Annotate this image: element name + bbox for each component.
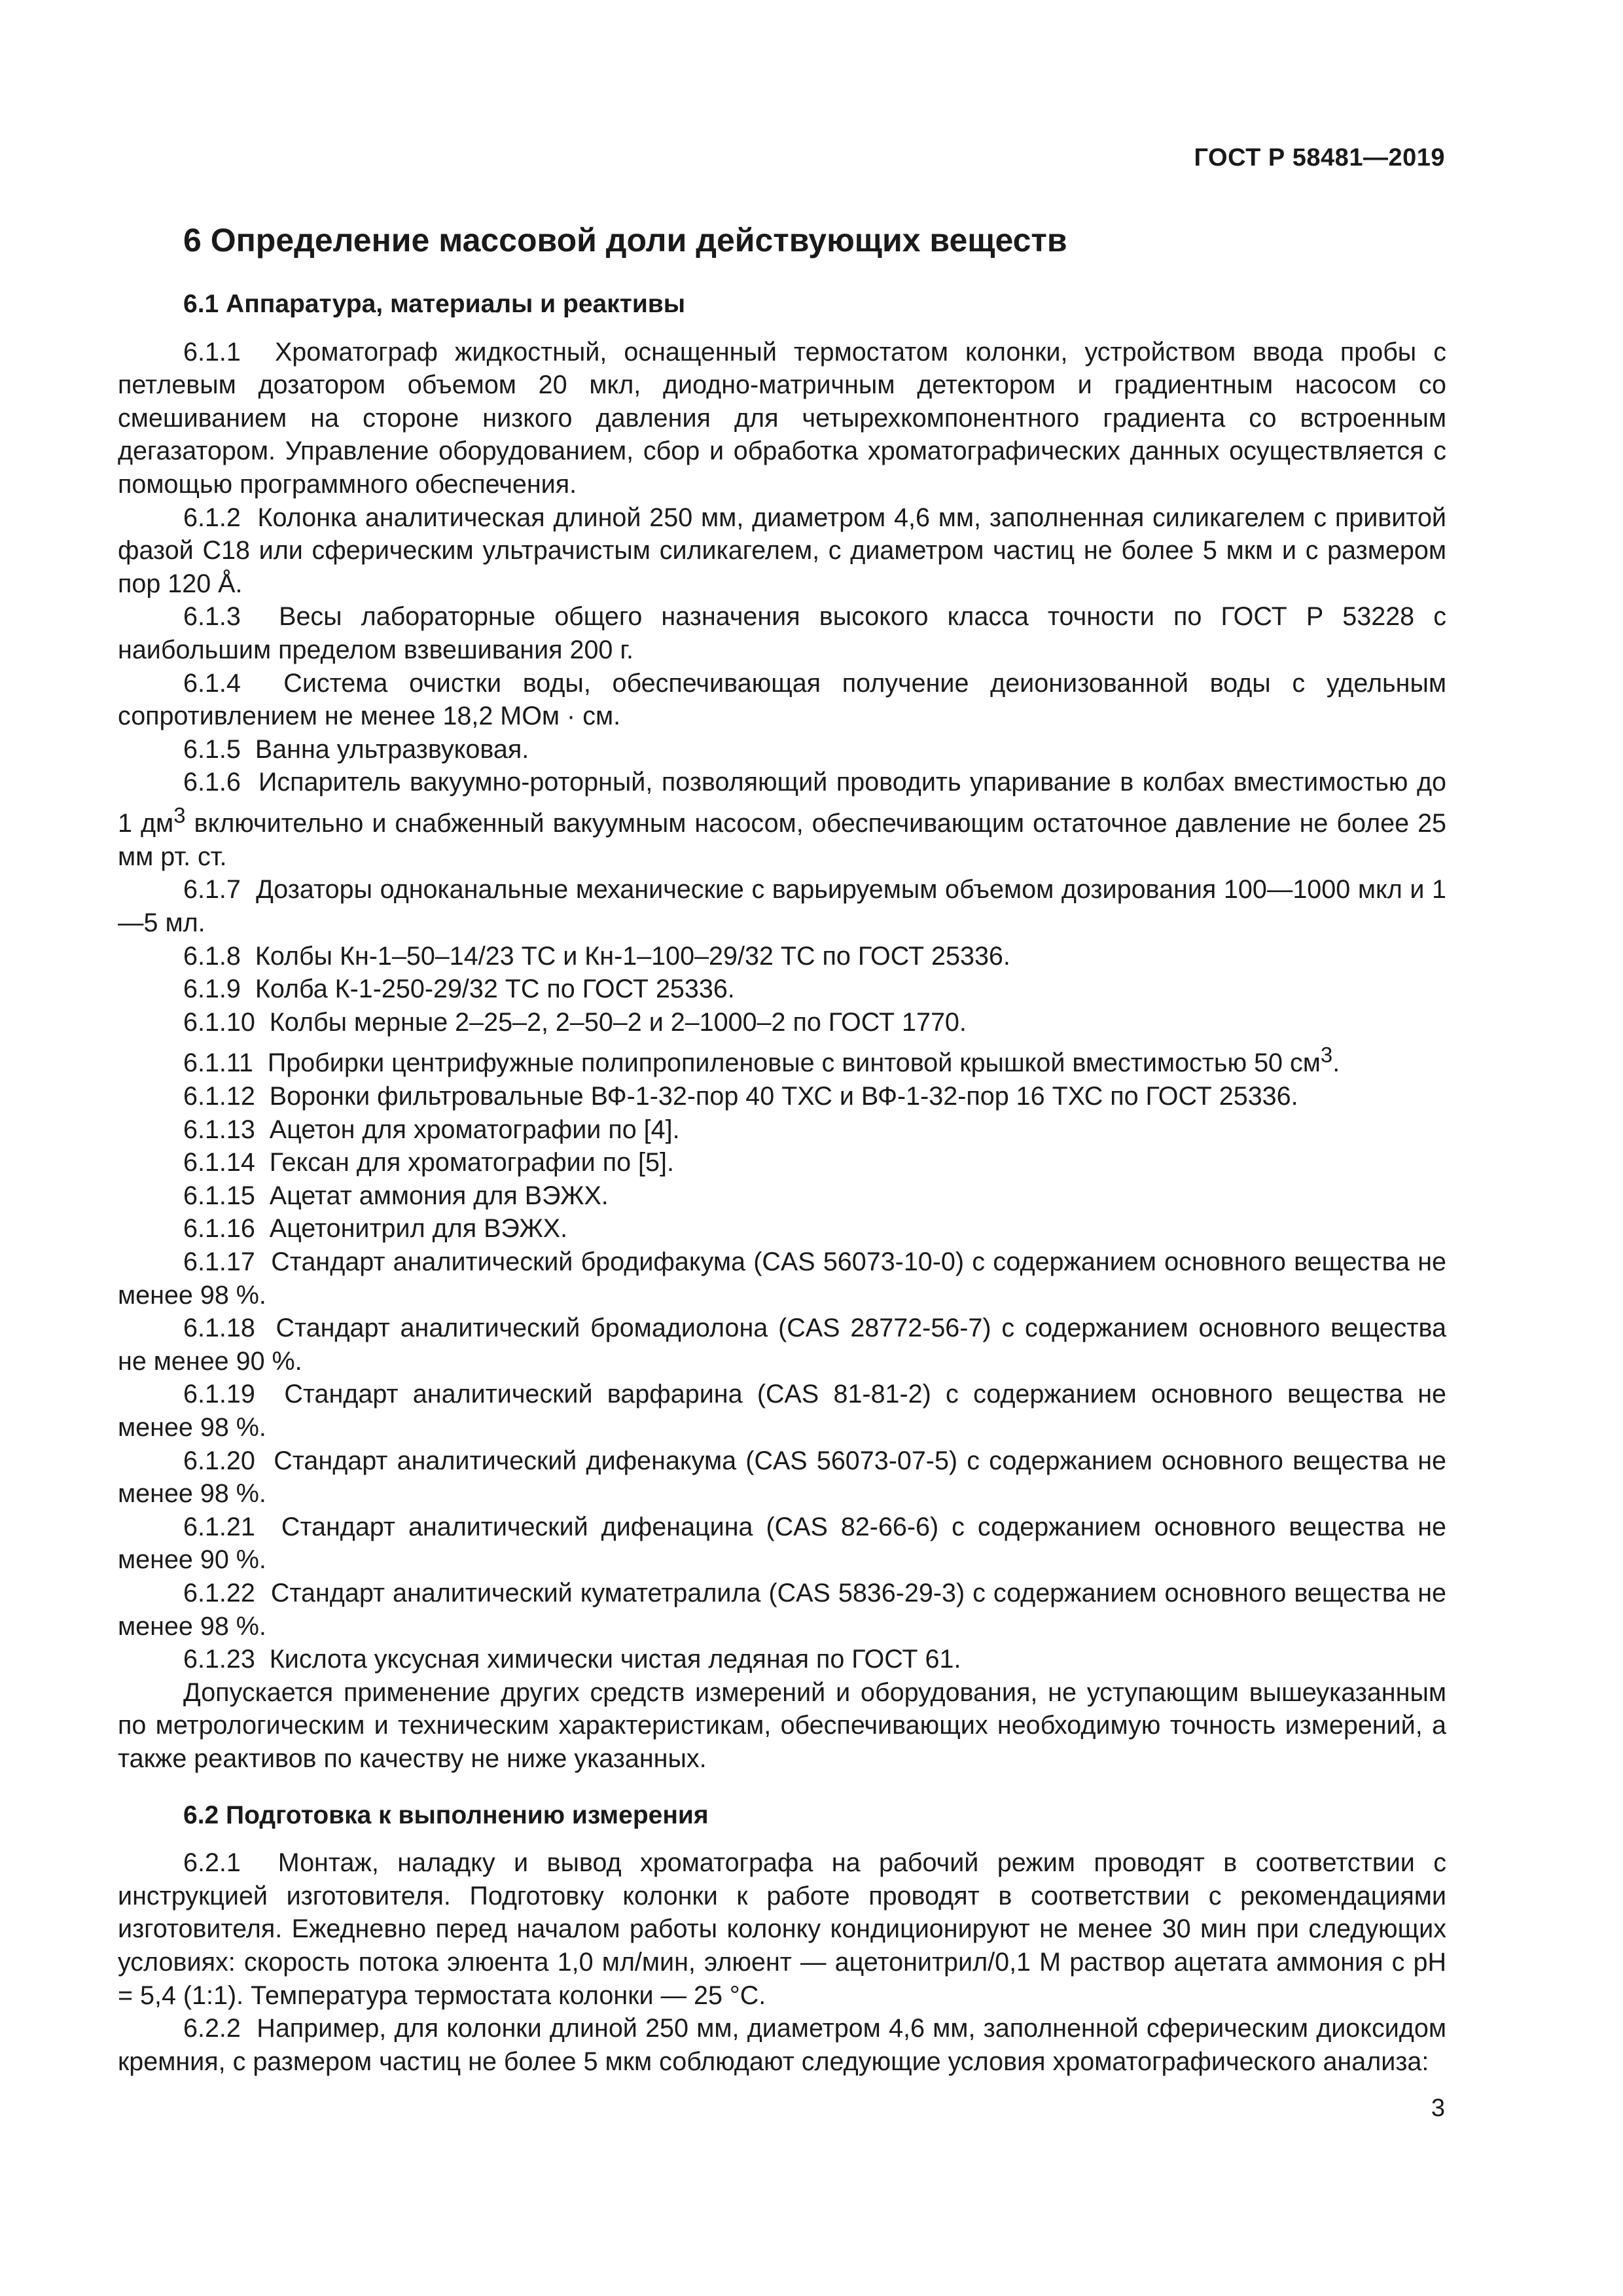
- paragraph-6-1-1: 6.1.1 Хроматограф жидкостный, оснащенный термостатом колонки, устройством ввода пробы с петлевым дозатором объемом 20 мкл, диодно-матричным детектором и градиентным насосом со смешиванием на стороне низкого давления для четырехкомпонентного градиента со встроенным дегазатором. Управление оборудованием, сбор и обработка хроматографических данных осуществляется с помощью программного обеспечения.: [118, 337, 1446, 499]
- subsection-title-6-2: 6.2 Подготовка к выполнению измерения: [183, 1801, 709, 1829]
- subsection-6-1-body: [118, 336, 1446, 1776]
- paragraph-6-1-10: 6.1.10 Колбы мерные 2–25–2, 2–50–2 и 2–1000–2 по ГОСТ 1770.: [183, 1007, 967, 1037]
- subsection-title-6-1: 6.1 Аппаратура, материалы и реактивы: [183, 290, 686, 318]
- superscript-3: 3: [1320, 1043, 1333, 1067]
- paragraph-6-1-18: 6.1.18 Стандарт аналитический бромадиолона (CAS 28772-56-7) с содержанием основного вещества не менее 90 %.: [118, 1314, 1446, 1376]
- paragraph-6-1-11: 6.1.11 Пробирки центрифужные полипропиленовые с винтовой крышкой вместимостью 50 $см^3$.: [183, 1043, 1340, 1078]
- paragraph-6-1-20: 6.1.20 Стандарт аналитический дифенакума (CAS 56073-07-5) с содержанием основного вещества не менее 98 %.: [118, 1446, 1446, 1509]
- paragraph-6-1-16: 6.1.16 Ацетонитрил для ВЭЖХ.: [183, 1214, 568, 1244]
- paragraph-6-1-7: 6.1.7 Дозаторы одноканальные механические с варьируемым объемом дозирования 100—1000 мкл и 1—5 мл.: [118, 875, 1446, 937]
- paragraph-6-1-19: 6.1.19 Стандарт аналитический варфарина (CAS 81-81-2) с содержанием основного вещества не менее 98 %.: [118, 1380, 1446, 1442]
- paragraph-6-1-9: 6.1.9 Колба К-1-250-29/32 ТС по ГОСТ 25336.: [183, 975, 735, 1004]
- subsection-6-2-body: [118, 1846, 1446, 2078]
- page-content: [118, 219, 1446, 2078]
- paragraph-6-1-17: 6.1.17 Стандарт аналитический бродифакума (CAS 56073-10-0) с содержанием основного вещества не менее 98 %.: [118, 1247, 1446, 1310]
- paragraph-6-1-12: 6.1.12 Воронки фильтровальные ВФ-1-32-пор 40 ТХС и ВФ-1-32-пор 16 ТХС по ГОСТ 25336.: [183, 1082, 1298, 1111]
- paragraph-allowance-note: Допускается применение других средств измерений и оборудования, не уступающим вышеуказанным по метрологическим и техническим характеристикам, обеспечивающих необходимую точность измерений, а также реактивов по качеству не ниже указанных.: [118, 1677, 1446, 1773]
- paragraph-6-1-3: 6.1.3 Весы лабораторные общего назначения высокого класса точности по ГОСТ Р 53228 с наибольшим пределом взвешивания 200 г.: [118, 602, 1446, 665]
- paragraph-6-1-14: 6.1.14 Гексан для хроматографии по [5].: [183, 1148, 674, 1177]
- section-title: 6 Определение массовой доли действующих веществ: [183, 222, 1067, 259]
- paragraph-6-1-21: 6.1.21 Стандарт аналитический дифенацина (CAS 82-66-6) с содержанием основного вещества не менее 90 %.: [118, 1512, 1446, 1575]
- paragraph-6-1-8: 6.1.8 Колбы Кн-1–50–14/23 ТС и Кн-1–100–29/32 ТС по ГОСТ 25336.: [183, 941, 1010, 971]
- paragraph-6-1-2: 6.1.2 Колонка аналитическая длиной 250 мм, диаметром 4,6 мм, заполненная силикагелем с привитой фазой С18 или сферическим ультрачистым силикагелем, с диаметром частиц не более 5 мкм и с размером пор 120 Å.: [118, 503, 1446, 598]
- paragraph-6-1-22: 6.1.22 Стандарт аналитический куматетралила (CAS 5836-29-3) с содержанием основного вещества не менее 98 %.: [118, 1578, 1446, 1641]
- paragraph-6-1-15: 6.1.15 Ацетат аммония для ВЭЖХ.: [183, 1181, 609, 1210]
- paragraph-6-1-6: 6.1.6 Испаритель вакуумно-роторный, позволяющий проводить упаривание в колбах вместимостью до 1 $дм^3$ включительно и снабженный вакуумным насосом, обеспечивающим остаточное давление не более 25 мм рт. ст.: [118, 768, 1447, 871]
- paragraph-6-1-23: 6.1.23 Кислота уксусная химически чистая ледяная по ГОСТ 61.: [183, 1645, 961, 1674]
- paragraph-6-2-2: 6.2.2 Например, для колонки длиной 250 мм, диаметром 4,6 мм, заполненной сферическим диоксидом кремния, с размером частиц не более 5 мкм соблюдают следующие условия хроматографического анализа:: [118, 2014, 1446, 2076]
- paragraph-6-1-13: 6.1.13 Ацетон для хроматографии по [4].: [183, 1115, 680, 1144]
- document-id-header: ГОСТ Р 58481—2019: [1194, 144, 1445, 171]
- paragraph-6-1-5: 6.1.5 Ванна ультразвуковая.: [183, 734, 529, 764]
- paragraph-6-1-4: 6.1.4 Система очистки воды, обеспечивающая получение деионизованной воды с удельным сопротивлением не менее 18,2 МОм · см.: [118, 668, 1446, 731]
- superscript-3: 3: [173, 803, 186, 827]
- page-number: 3: [1431, 2094, 1445, 2122]
- paragraph-6-2-1: 6.2.1 Монтаж, наладку и вывод хроматографа на рабочий режим проводят в соответствии с инструкцией изготовителя. Подготовку колонки к работе проводят в соответствии с рекомендациями изготовителя. Ежедневно перед началом работы колонку кондиционируют не менее 30 мин при следующих условиях: скорость потока элюента 1,0 мл/мин, элюент — ацетонитрил/0,1 М раствор ацетата аммония с pH = 5,4 (1:1). Температура термостата колонки — 25 °С.: [118, 1848, 1446, 2010]
